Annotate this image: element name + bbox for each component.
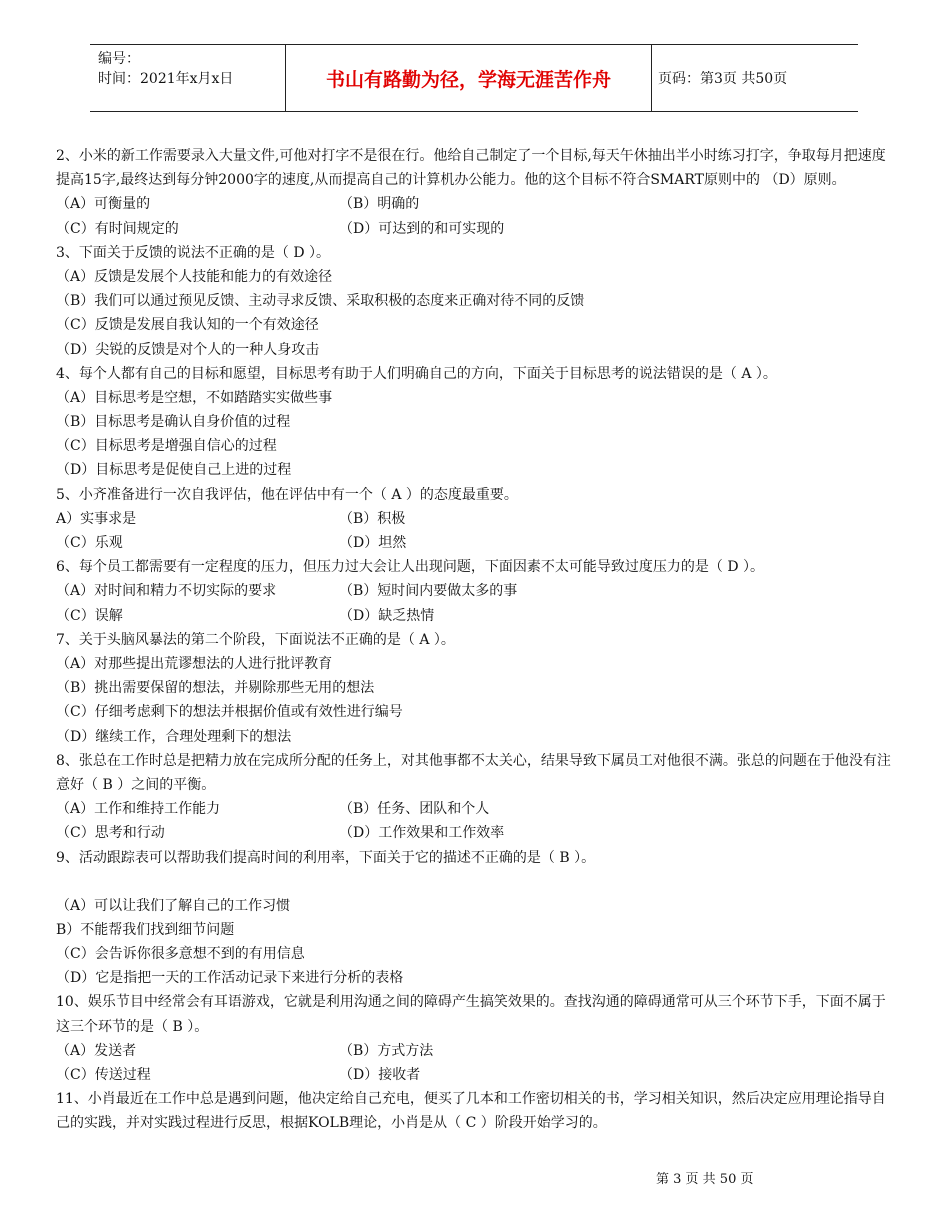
option-9a: （A）可以让我们了解自己的工作习惯 <box>56 897 291 914</box>
question-stem-8: 8、张总在工作时总是把精力放在完成所分配的任务上，对其他事都不太关心，结果导致下属员工对他很不满。张总的问题在于他没有注意好（ B ）之间的平衡。 <box>56 752 891 793</box>
option-10d: （D）接收者 <box>339 1067 421 1084</box>
option-9b: B）不能帮我们找到细节问题 <box>56 921 235 938</box>
option-7b: （B）挑出需要保留的想法，并剔除那些无用的想法 <box>56 680 375 697</box>
option-10a: （A）发送者 <box>56 1042 137 1059</box>
option-9c: （C）会告诉你很多意想不到的有用信息 <box>56 946 305 963</box>
option-6d: （D）缺乏热情 <box>339 607 435 624</box>
option-8c: （C）思考和行动 <box>56 825 165 842</box>
option-3b: （B）我们可以通过预见反馈、主动寻求反馈、采取积极的态度来正确对待不同的反馈 <box>56 293 585 310</box>
option-5a: A）实事求是 <box>56 510 137 527</box>
option-9d: （D）它是指把一天的工作活动记录下来进行分析的表格 <box>56 970 404 987</box>
option-6a: （A）对时间和精力不切实际的要求 <box>56 583 277 600</box>
option-5c: （C）乐观 <box>56 535 123 552</box>
option-7d: （D）继续工作，合理处理剩下的想法 <box>56 728 292 745</box>
option-4a: （A）目标思考是空想，不如踏踏实实做些事 <box>56 389 333 406</box>
option-4c: （C）目标思考是增强自信心的过程 <box>56 438 277 455</box>
option-4b: （B）目标思考是确认自身价值的过程 <box>56 414 291 431</box>
option-3a: （A）反馈是发展个人技能和能力的有效途径 <box>56 268 333 285</box>
options-row <box>56 1063 896 1087</box>
option-2a: （A）可衡量的 <box>56 196 151 213</box>
page-footer: 第 3 页 共 50 页 <box>656 1172 754 1187</box>
option-2c: （C）有时间规定的 <box>56 220 179 237</box>
doc-time-label: 时间：2021年x月x日 <box>98 71 234 87</box>
question-stem-6: 6、每个员工都需要有一定程度的压力，但压力过大会让人出现问题，下面因素不太可能导致过度压力的是（ D ）。 <box>56 559 765 576</box>
option-10c: （C）传送过程 <box>56 1067 151 1084</box>
option-8a: （A）工作和维持工作能力 <box>56 801 221 818</box>
question-stem-9: 9、活动跟踪表可以帮助我们提高时间的利用率，下面关于它的描述不正确的是（ B ）。 <box>56 849 596 866</box>
option-5b: （B）积极 <box>339 510 406 527</box>
option-4d: （D）目标思考是促使自己上进的过程 <box>56 462 292 479</box>
question-stem-7: 7、关于头脑风暴法的第二个阶段，下面说法不正确的是（ A ）。 <box>56 631 455 648</box>
options-row <box>56 507 896 531</box>
options-row <box>56 217 896 241</box>
doc-code-label: 编号： <box>98 51 140 67</box>
option-6c: （C）误解 <box>56 607 123 624</box>
option-6b: （B）短时间内要做太多的事 <box>339 583 518 600</box>
question-stem-5: 5、小齐准备进行一次自我评估，他在评估中有一个（ A ）的态度最重要。 <box>56 486 518 503</box>
options-row <box>56 821 896 845</box>
option-8d: （D）工作效果和工作效率 <box>339 825 505 842</box>
options-row <box>56 531 896 555</box>
option-3d: （D）尖锐的反馈是对个人的一种人身攻击 <box>56 341 320 358</box>
header-motto: 书山有路勤为径，学海无涯苦作舟 <box>286 45 652 111</box>
options-row <box>56 579 896 603</box>
options-row <box>56 797 896 821</box>
header-meta <box>90 45 286 111</box>
option-2d: （D）可达到的和可实现的 <box>339 220 505 237</box>
option-7a: （A）对那些提出荒谬想法的人进行批评教育 <box>56 655 333 672</box>
option-5d: （D）坦然 <box>339 535 407 552</box>
option-8b: （B）任务、团队和个人 <box>339 801 490 818</box>
question-stem-3: 3、下面关于反馈的说法不正确的是（ D ）。 <box>56 244 331 261</box>
options-row <box>56 1039 896 1063</box>
blank-line <box>56 870 896 894</box>
option-10b: （B）方式方法 <box>339 1042 434 1059</box>
question-stem-10: 10、娱乐节目中经常会有耳语游戏，它就是利用沟通之间的障碍产生搞笑效果的。查找沟通的障碍通常可从三个环节下手，下面不属于这三个环节的是（ B ）。 <box>56 994 886 1035</box>
options-row <box>56 604 896 628</box>
question-stem-4: 4、每个人都有自己的目标和愿望，目标思考有助于人们明确自己的方向，下面关于目标思考的说法错误的是（ A ）。 <box>56 365 777 382</box>
question-list <box>56 144 896 1136</box>
question-stem-11: 11、小肖最近在工作中总是遇到问题，他决定给自己充电，便买了几本和工作密切相关的书，学习相关知识，然后决定应用理论指导自己的实践，并对实践过程进行反思，根据KOLB理论，小肖是从（ C ）阶段开始学习的。 <box>56 1091 886 1132</box>
page-header <box>90 44 858 112</box>
header-page-number: 页码：第3页 共50页 <box>658 71 788 87</box>
option-2b: （B）明确的 <box>339 196 420 213</box>
question-stem-2: 2、小米的新工作需要录入大量文件,可他对打字不是很在行。他给自己制定了一个目标,每天午休抽出半小时练习打字，争取每月把速度提高15字,最终达到每分钟2000字的速度,从而提高自己的计算机办公能力。他的这个目标不符合SMART原则中的 （D）原则。 <box>56 148 886 189</box>
options-row <box>56 192 896 216</box>
option-7c: （C）仔细考虑剩下的想法并根据价值或有效性进行编号 <box>56 704 403 721</box>
option-3c: （C）反馈是发展自我认知的一个有效途径 <box>56 317 319 334</box>
